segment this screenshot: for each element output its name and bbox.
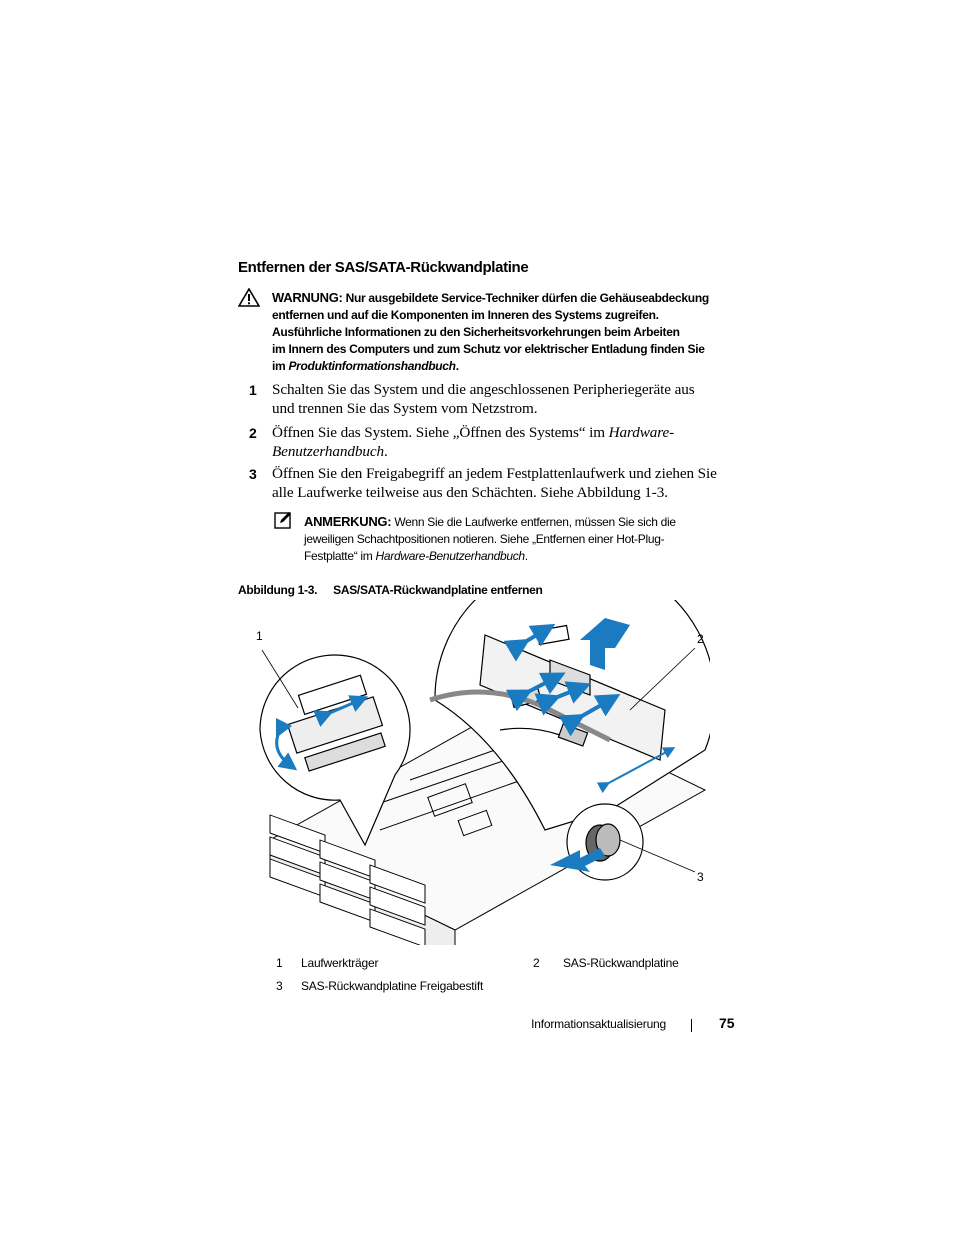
figure-caption [238, 583, 543, 597]
legend-1-label: Laufwerkträger [301, 956, 379, 970]
warning-text [272, 289, 742, 375]
note-line-2: jeweiligen Schachtpositionen notieren. Siehe „Entfernen einer Hot-Plug- [304, 532, 665, 546]
warning-manual-ref: Produktinformationshandbuch [288, 359, 456, 373]
legend-2-number: 2 [533, 956, 540, 970]
callout-3: 3 [697, 870, 704, 884]
warning-line-1: Nur ausgebildete Service-Techniker dürfen die Gehäuseabdeckung [345, 291, 709, 305]
note-text [304, 513, 734, 565]
note-pencil-icon [274, 511, 292, 529]
callout-2: 2 [697, 632, 704, 646]
step-2-number: 2 [249, 425, 257, 441]
backplane-removal-illustration [250, 600, 710, 945]
step-3-line-2: alle Laufwerke teilweise aus den Schächten. Siehe Abbildung 1-3. [272, 484, 668, 501]
note-line-3-post: . [524, 549, 528, 563]
figure-title: SAS/SATA-Rückwandplatine entfernen [333, 583, 543, 597]
step-1-number: 1 [249, 382, 257, 398]
legend-3-label: SAS-Rückwandplatine Freigabestift [301, 979, 484, 993]
warning-line-2: entfernen und auf die Komponenten im Inneren des Systems zugreifen. [272, 308, 659, 322]
figure-number: Abbildung 1-3. [238, 583, 318, 597]
step-2-manual-ref-a: Hardware- [608, 424, 675, 441]
step-2-line-1: Öffnen Sie das System. Siehe „Öffnen des Systems“ im [272, 424, 609, 441]
section-heading: Entfernen der SAS/SATA-Rückwandplatine [238, 259, 529, 276]
legend-2-label: SAS-Rückwandplatine [563, 956, 679, 970]
warning-triangle-icon [238, 288, 260, 307]
step-1-line-1: Schalten Sie das System und die angeschlossenen Peripheriegeräte aus [272, 381, 695, 398]
note-line-1: Wenn Sie die Laufwerke entfernen, müssen Sie sich die [394, 515, 676, 529]
step-2-line-2-post: . [384, 443, 388, 460]
step-1-text [272, 380, 752, 418]
callout-1: 1 [256, 629, 263, 643]
step-3-line-1: Öffnen Sie den Freigabegriff an jedem Festplattenlaufwerk und ziehen Sie [272, 465, 717, 482]
warning-line-3: Ausführliche Informationen zu den Sicherheitsvorkehrungen beim Arbeiten [272, 325, 680, 339]
step-2-text [272, 423, 752, 461]
warning-line-4: im Innern des Computers und zum Schutz vor elektrischer Entladung finden Sie [272, 342, 705, 356]
warning-label: WARNUNG: [272, 290, 343, 305]
footer-separator [691, 1019, 692, 1032]
note-label: ANMERKUNG: [304, 514, 392, 529]
note-line-3-pre: Festplatte“ im [304, 549, 376, 563]
page-number: 75 [719, 1015, 735, 1031]
footer-section-label: Informationsaktualisierung [531, 1017, 666, 1031]
warning-line-5-pre: im [272, 359, 289, 373]
step-1-line-2: und trennen Sie das System vom Netzstrom. [272, 400, 538, 417]
step-2-manual-ref-b: Benutzerhandbuch [272, 443, 385, 460]
warning-line-5-post: . [455, 359, 459, 373]
legend-1-number: 1 [276, 956, 283, 970]
step-3-number: 3 [249, 466, 257, 482]
step-3-text [272, 464, 752, 502]
note-manual-ref: Hardware-Benutzerhandbuch [375, 549, 525, 563]
legend-3-number: 3 [276, 979, 283, 993]
